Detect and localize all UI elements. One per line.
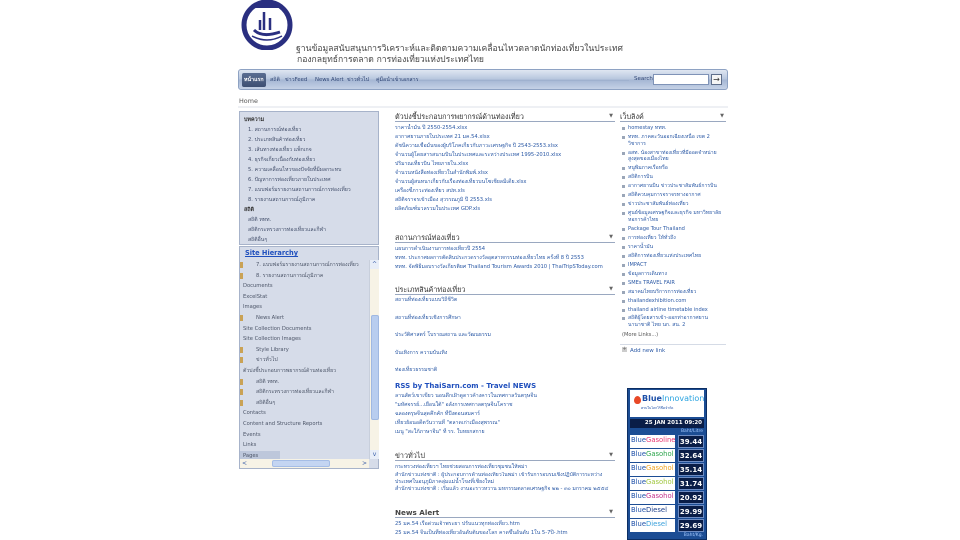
tree-item[interactable]: Content and Structure Reports (243, 420, 323, 427)
category-link[interactable]: ประวัติศาสตร์ โบราณสถาน และวัฒนธรรม (395, 332, 491, 339)
web-link[interactable]: หนูพิมภาคเรือหรือ (620, 165, 726, 172)
file-link[interactable]: เครื่องชี้ภาวะท่องเที่ยว สปท.xls (395, 188, 465, 194)
quicklaunch-item[interactable]: 6. ปัญหาการท่องเที่ยวภายในประเทศ (248, 177, 331, 183)
tree-item[interactable]: สถิติ ททท. (240, 377, 368, 388)
quicklaunch-item[interactable]: 8. รายงานสถานการณ์ภูมิภาค (248, 197, 316, 203)
file-link[interactable]: อากาศยานภายในประเทศ 21 มค.54.xlsx (395, 134, 490, 140)
tree-item[interactable]: สถิติอื่นๆ (240, 398, 368, 409)
news-link[interactable]: ททท. ประกาศผลการตัดสินประกวดรางวัลอุตสาหกรรมท่องเที่ยวไทย ครั้งที่ 8 ปี 2553 (395, 255, 584, 261)
site-title-line1: ฐานข้อมูลสนับสนุนการวิเคราะห์และติดตามความเคลื่อนไหวตลาดนักท่องเที่ยวในประเทศ (296, 44, 624, 54)
web-link[interactable]: ศูนย์ข้อมูลเศรษฐกิจและธุรกิจ มหาวิทยาลัยหอการค้าไทย (620, 210, 726, 223)
fuel-name: BlueDiesel (630, 519, 675, 532)
fuel-row (630, 519, 704, 532)
webpart-situation (395, 232, 615, 272)
webpart-title: News Alert ▼ (395, 508, 613, 517)
quick-launch (239, 111, 379, 245)
tree-item[interactable]: News Alert (240, 313, 368, 324)
fuel-name: BlueGasoline (630, 435, 675, 448)
rss-item[interactable]: "มหัศจรรย์...เยือนใต้" อลังการเทศกาลตรุษจีนโคราช (395, 402, 513, 408)
webpart-menu-icon[interactable]: ▼ (609, 234, 613, 240)
quicklaunch-item[interactable]: สถิติอื่นๆ (248, 237, 268, 243)
rss-item[interactable]: ลานสัตว์เขาเขียว นอนดึกเฝ้าดูดาวค้างคาวในเทศกาลวันตรุษจีน (395, 393, 537, 399)
nav-tab-statistics[interactable]: สถิติ (270, 77, 280, 83)
web-link[interactable]: Package Tour Thailand (620, 226, 726, 233)
webpart-title: ข่าวทั่วไป ▼ (395, 451, 613, 460)
tree-item[interactable]: Site Collection Images (243, 336, 301, 343)
web-link[interactable]: ข่าวประชาสัมพันธ์ท่องเที่ยว (620, 201, 726, 208)
tree-list (240, 260, 368, 461)
arrow-right-icon: → (713, 75, 720, 84)
web-link[interactable]: สถิติผู้โดยสารเข้า-ออกท่าอากาศยานนานาชาติ ไทย นก. สน. 2 (620, 315, 726, 328)
file-link[interactable]: จำนวนผู้สนทนาเกี่ยวกับเรื่องท่องเที่ยวบนโซเชียลมีเดีย.xlsx (395, 179, 527, 185)
folder-icon (240, 389, 243, 395)
web-link[interactable]: การท่องเที่ยว ให้ทั่วถึง (620, 235, 726, 242)
news-link[interactable]: สำนักข่าวแห่งชาติ : ผู้ประกอบการด้านท่องเที่ยวในพม่า เข้ารับการอบรมเชิงปฏิบัติการระหว่างประเทศในอนุภูมิภาคลุ่มแม่น้ำโขงที่เชียงใหม่ (395, 472, 603, 485)
web-link[interactable]: SMEs TRAVEL FAIR (620, 280, 726, 287)
tree-item[interactable]: ExcelStat (243, 293, 268, 300)
site-title-line2: กองกลยุทธ์การตลาด การท่องเที่ยวแห่งประเทศไทย (297, 55, 484, 65)
file-link[interactable]: จำนวนหนังสือท่องเที่ยวในสำนักพิมพ์.xlsx (395, 170, 488, 176)
scroll-left-icon[interactable]: < (241, 460, 248, 467)
webpart-product-types (395, 284, 615, 383)
file-link[interactable]: ผลิตภัณฑ์มวลรวมในประเทศ GDP.xls (395, 206, 481, 212)
tree-item[interactable]: ข่าวทั่วไป (240, 355, 368, 366)
nav-tab-general-news[interactable]: ข่าวทั่วไป (347, 77, 370, 83)
quicklaunch-item[interactable]: 7. แบบฟอร์มรายงานสถานการณ์การท่องเที่ยว (248, 187, 351, 193)
breadcrumb-divider (238, 106, 728, 108)
fuel-row (630, 463, 704, 476)
category-link[interactable]: สถานที่ท่องเที่ยวแบบวิถีชีวิต (395, 297, 458, 303)
tree-item-selected[interactable]: Pages (240, 451, 280, 462)
scroll-down-icon[interactable]: v (370, 450, 379, 459)
breadcrumb[interactable]: Home (239, 97, 258, 105)
web-link[interactable]: thailand airline timetable index (620, 307, 726, 314)
tree-item[interactable]: Site Collection Documents (243, 325, 312, 332)
tree-item[interactable]: Links (243, 442, 257, 449)
web-link[interactable]: ข้อมูลการเดินทาง (620, 271, 726, 278)
folder-icon (240, 315, 243, 321)
more-links-link[interactable]: (More Links...) (622, 331, 659, 338)
fuel-name: BlueGasohol (630, 449, 675, 462)
fuel-drop-icon (634, 396, 641, 404)
fuel-date: 25 JAN 2011 09:20 (630, 419, 704, 428)
webpart-menu-icon[interactable]: ▼ (609, 452, 613, 458)
webpart-general-news (395, 450, 615, 494)
fuel-name: BlueGasohol (630, 463, 675, 476)
news-link[interactable]: ททท. จัดพิธีมอบรางวัลเกียรติยศ Thailand Tourism Awards 2010 | ThaiTripSToday.com (395, 264, 603, 270)
tree-item[interactable]: Contacts (243, 410, 266, 417)
rss-item[interactable]: เมนู "สะใภ้ภาษาจีน" ที่ รร. ใบหยกสกาย (395, 429, 485, 435)
web-link[interactable]: ททท. ภาคตะวันออกเฉียงเหนือ เขต 2 วิชาการ (620, 134, 726, 147)
file-link[interactable]: ดัชนีความเชื่อมั่นของผู้บริโภคเกี่ยวกับภาวะเศรษฐกิจ ปี 2543-2553.xlsx (395, 143, 558, 149)
site-hierarchy-panel (239, 246, 379, 469)
news-link[interactable]: แผนการดำเนินงานการท่องเที่ยวปี 2554 (395, 246, 486, 252)
quicklaunch-item[interactable]: 1. สถานการณ์ท่องเที่ยว (248, 127, 302, 133)
site-title (296, 44, 623, 66)
rss-item[interactable]: เที่ยวย้อนอดีตวันวานที่ "ตลาดเก่าเมืองสุพรรณ" (395, 420, 500, 426)
fuel-row (630, 505, 704, 518)
horizontal-scrollbar[interactable] (240, 459, 369, 468)
webpart-menu-icon[interactable]: ▼ (609, 113, 613, 119)
web-link[interactable]: สถิติควบคุมการจราจรทางอากาศ (620, 192, 726, 199)
web-link[interactable]: สถิติการบิน (620, 174, 726, 181)
webpart-title: สถานการณ์ท่องเที่ยว ▼ (395, 233, 613, 242)
fuel-name: BlueGasohol (630, 477, 675, 490)
tree-item[interactable]: Documents (243, 283, 273, 290)
web-link[interactable]: อากาศยานบิน ข่าวประชาสัมพันธ์การบิน (620, 183, 726, 190)
web-link[interactable]: อสท. น้องสาขาท่องเที่ยวที่มีออดจำหน่ายสูงสุดของเมืองไทย (620, 150, 726, 163)
folder-icon (240, 379, 243, 385)
fuel-name: BlueDiesel (630, 505, 675, 518)
tree-item[interactable]: สถิติกระทรวงการท่องเที่ยวและกีฬา (240, 387, 368, 398)
tree-item[interactable]: 8. รายงานสถานการณ์ภูมิภาค (240, 271, 368, 282)
nav-tab-news-feed[interactable]: ข่าวFeed (285, 77, 308, 83)
tree-item[interactable]: 7. แบบฟอร์มรายงานสถานการณ์การท่องเที่ยว (240, 260, 368, 271)
add-new-link-button[interactable]: + Add new link (620, 344, 726, 354)
quicklaunch-item[interactable]: สถิติกระทรวงการท่องเที่ยวและกีฬา (248, 227, 327, 233)
tree-item[interactable]: Style Library (240, 345, 368, 356)
rss-item[interactable]: ฉลองตรุษจีนสุดคึกคัก ที่บึงตอนสมคาร์ (395, 411, 480, 417)
fuel-row (630, 435, 704, 448)
nav-tab-home[interactable]: หน้าแรก (242, 73, 266, 87)
news-alert-link[interactable]: 25 มค.54 จีนเป็นที่ท่องเที่ยวอันดับต้นของโลก คาดขึ้นอันดับ 1ใน 5-7ปี-.htm (395, 530, 568, 536)
folder-icon (240, 400, 243, 406)
fuel-price: 39.44 (678, 435, 704, 448)
file-link[interactable]: จำนวนผู้โดยสารสนามบินในประเทศและระหว่างประเทศ 1995-2010.xlsx (395, 152, 562, 158)
webpart-web-links (620, 111, 726, 354)
tree-item[interactable]: ตัวบ่งชี้ประกอบการพยากรณ์ด้านท่องเที่ยว (243, 367, 337, 374)
rss-title[interactable]: RSS by ThaiSarn.com - Travel NEWS (395, 382, 537, 390)
folder-icon (240, 262, 243, 268)
tree-item[interactable]: Images (243, 304, 262, 311)
web-link[interactable]: สมาคมไทยบริการการท่องเที่ยว (620, 289, 726, 296)
file-link[interactable]: สถิติจราจรเข้าเมือง สุวรรณภูมิ ปี 2553.xls (395, 197, 492, 203)
nav-divider (419, 80, 629, 81)
web-link[interactable]: ราคาน้ำมัน (620, 244, 726, 251)
webpart-indicators (395, 111, 615, 214)
webpart-title: ประเภทสินค้าท่องเที่ยว ▼ (395, 285, 613, 294)
webpart-menu-icon[interactable]: ▼ (720, 113, 724, 119)
quicklaunch-item[interactable]: สถิติ ททท. (248, 217, 272, 223)
fuel-price-widget[interactable] (627, 388, 707, 540)
scroll-right-icon[interactable]: > (361, 460, 368, 467)
fuel-price: 31.74 (678, 477, 704, 490)
scroll-up-icon[interactable]: ^ (371, 261, 378, 268)
fuel-widget-header (630, 390, 704, 417)
web-link[interactable]: thailandexhibition.com (620, 298, 726, 305)
search-label: Search (634, 76, 653, 82)
nav-tab-import-guide[interactable]: คู่มือนำเข้าเอกสาร (376, 77, 419, 83)
top-navigation-bar (238, 69, 728, 90)
news-link[interactable]: กระทรวงท่องเที่ยวฯ ไทยช่วยสอนการท่องเที่ยวชุมชนให้พม่า (395, 464, 528, 470)
web-link[interactable]: homestay ททท. (620, 125, 726, 132)
search-input[interactable] (653, 74, 709, 85)
fuel-row (630, 449, 704, 462)
webpart-news-alert (395, 507, 615, 538)
vertical-scrollbar[interactable] (369, 260, 379, 459)
search-go-button[interactable] (711, 74, 722, 85)
file-link[interactable]: ราคาน้ำมัน ปี 2550-2554.xlsx (395, 125, 468, 131)
tree-item[interactable]: Events (243, 431, 261, 438)
web-link[interactable]: สถิติการท่องเที่ยวแห่งประเทศไทย (620, 253, 726, 260)
nav-tab-news-alert[interactable]: News Alert (315, 77, 344, 83)
webpart-rss (395, 380, 615, 437)
folder-icon (240, 347, 243, 353)
category-link[interactable]: บันเทิงการ ความบันเทิง (395, 349, 448, 356)
quicklaunch-header-articles[interactable]: บทความ (244, 117, 265, 123)
fuel-price: 35.14 (678, 463, 704, 476)
fuel-brand: BlueInnovation (642, 394, 705, 403)
file-link[interactable]: ปริมาณเที่ยวบิน ไทยภายใน.xlsx (395, 161, 469, 167)
fuel-unit-kg: Baht/Kg. (683, 533, 703, 538)
quicklaunch-item[interactable]: 2. ประเภทสินค้าท่องเที่ยว (248, 137, 306, 143)
webpart-title: ตัวบ่งชี้ประกอบการพยากรณ์ด้านท่องเที่ยว ▼ (395, 112, 613, 121)
webpart-menu-icon[interactable]: ▼ (609, 509, 613, 515)
scroll-thumb-horizontal[interactable] (272, 460, 330, 467)
folder-icon (240, 273, 243, 279)
fuel-row (630, 491, 704, 504)
category-link[interactable]: ท่องเที่ยวธรรมชาติ (395, 367, 438, 374)
web-link[interactable]: IMPACT (620, 262, 726, 269)
webpart-title: เว็บลิงค์ ▼ (620, 112, 724, 121)
scroll-thumb[interactable] (371, 315, 379, 420)
fuel-price: 20.92 (678, 491, 704, 504)
fuel-price: 29.99 (678, 505, 704, 518)
fuel-row (630, 477, 704, 490)
news-link[interactable]: สำนักข่าวแห่งชาติ : เริ่มแล้ว งานอะราวหวาน มหกรรมตลาดเศรษฐกิจ ๒๒ - ๓๐ มกราคม ๒๕๕๔ (395, 486, 609, 492)
tat-logo[interactable] (240, 0, 296, 50)
category-link[interactable]: สถานที่ท่องเที่ยวเชิงการศึกษา (395, 314, 461, 321)
quicklaunch-item[interactable]: 4. ธุรกิจเกี่ยวเนื่องกับท่องเที่ยว (248, 157, 316, 163)
quicklaunch-item[interactable]: 5. ความเคลื่อนไหวของปัจจัยที่มีผลกระทบ (248, 167, 342, 173)
page (238, 0, 728, 540)
fuel-name: BlueGasohol (630, 491, 675, 504)
quicklaunch-header-statistics[interactable]: สถิติ (244, 207, 255, 213)
site-hierarchy-title[interactable]: Site Hierarchy (245, 249, 299, 257)
news-alert-link[interactable]: 25 มค.54 เรือด่วนเจ้าพระยา ปรับแนวทุกท่องเที่ยว.htm (395, 521, 520, 527)
quicklaunch-item[interactable]: 3. เส้นทางท่องเที่ยว แพ็กเกจ (248, 147, 312, 153)
fuel-unit-litre: Baht/Litre (680, 429, 703, 434)
webpart-menu-icon[interactable]: ▼ (609, 286, 613, 292)
folder-icon (240, 357, 243, 363)
fuel-price: 29.69 (678, 519, 704, 532)
fuel-tagline: ครบในโลกไร้ขีดจำกัด (641, 406, 674, 410)
fuel-price: 32.64 (678, 449, 704, 462)
